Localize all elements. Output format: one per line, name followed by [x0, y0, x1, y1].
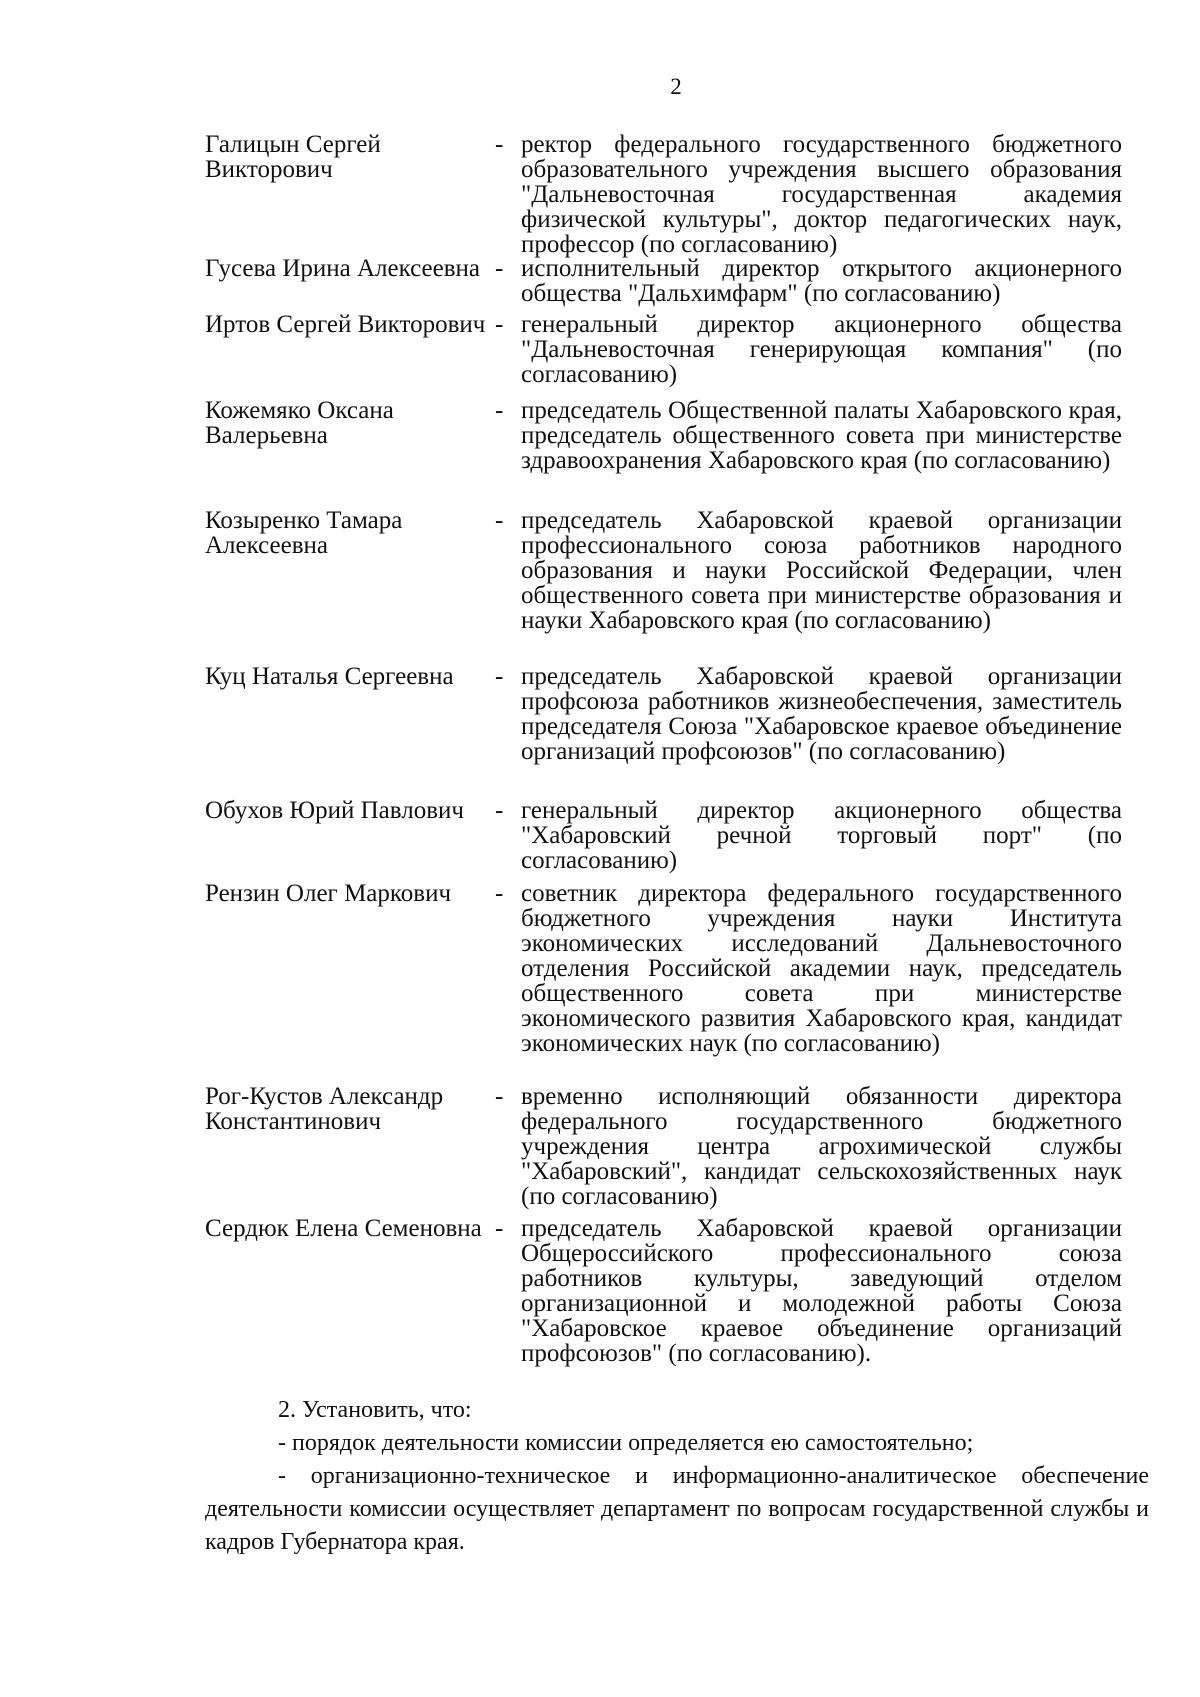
member-position: председатель Общественной палаты Хабаровского края, председатель общественного совета при министерстве здравоохранения Хабаровского края (по согласованию) [521, 397, 1122, 474]
member-position: председатель Хабаровской краевой организации профессионального союза работников народного образования и науки Российской Федерации, член общественного совета при министерстве образования и науки Хабаровского края (по согласованию) [521, 507, 1122, 634]
member-name: Обухов Юрий Павлович [205, 797, 464, 824]
member-name: Кожемяко Оксана Валерьевна [205, 397, 394, 449]
member-dash: - [495, 255, 504, 282]
member-dash: - [495, 663, 504, 690]
member-position: временно исполняющий обязанности директора федерального государственного бюджетного учреждения центра агрохимической службы "Хабаровский", кандидат сельскохозяйственных наук (по согласованию) [521, 1083, 1122, 1210]
member-position: председатель Хабаровской краевой организации профсоюза работников жизнеобеспечения, заместитель председателя Союза "Хабаровское краевое объединение организаций профсоюзов" (по согласованию) [521, 663, 1122, 765]
member-name: Галицын Сергей Викторович [205, 131, 381, 183]
member-dash: - [495, 1083, 504, 1110]
member-position: ректор федерального государственного бюджетного образовательного учреждения высшего образования "Дальневосточная государственная академия физической культуры", доктор педагогических наук, профессор (по согласованию) [521, 131, 1122, 258]
member-entry [205, 798, 1149, 881]
member-dash: - [495, 507, 504, 534]
member-name: Гусева Ирина Алексеевна [205, 255, 480, 282]
member-entry [205, 132, 1149, 256]
member-position: генеральный директор акционерного общества "Дальневосточная генерирующая компания" (по согласованию) [521, 311, 1122, 388]
member-position: советник директора федерального государственного бюджетного учреждения науки Института экономических исследований Дальневосточного отделения Российской академии наук, председатель общественного совета при министерстве экономического развития Хабаровского края, кандидат экономических наук (по согласованию) [521, 880, 1122, 1057]
member-entry [205, 398, 1149, 508]
clause-item: - порядок деятельности комиссии определяется ею самостоятельно; [278, 1430, 974, 1456]
member-name: Рог-Кустов Александр Константинович [205, 1083, 444, 1135]
member-entry [205, 256, 1149, 312]
member-entry [205, 1216, 1149, 1366]
member-entry [205, 881, 1149, 1084]
member-dash: - [495, 131, 504, 158]
clause-heading: 2. Установить, что: [278, 1397, 472, 1423]
member-dash: - [495, 797, 504, 824]
closing-section [205, 1394, 1149, 1559]
member-name: Рензин Олег Маркович [205, 880, 452, 907]
member-dash: - [495, 1215, 504, 1242]
member-position: председатель Хабаровской краевой организации Общероссийского профессионального союза работников культуры, заведующий отделом организационной и молодежной работы Союза "Хабаровское краевое объединение организаций профсоюзов" (по согласованию). [521, 1215, 1122, 1367]
member-name: Куц Наталья Сергеевна [205, 663, 454, 690]
member-position: генеральный директор акционерного общества "Хабаровский речной торговый порт" (по согласованию) [521, 797, 1122, 874]
member-name: Иртов Сергей Викторович [205, 311, 486, 338]
member-dash: - [495, 311, 504, 338]
page-number: 2 [670, 74, 682, 99]
member-entry [205, 1084, 1149, 1216]
member-dash: - [495, 880, 504, 907]
member-dash: - [495, 397, 504, 424]
member-entry [205, 312, 1149, 398]
member-name: Козыренко Тамара Алексеевна [205, 507, 403, 559]
member-name: Сердюк Елена Семеновна [205, 1215, 482, 1242]
member-entry [205, 664, 1149, 798]
member-entry [205, 508, 1149, 664]
member-position: исполнительный директор открытого акционерного общества "Дальхимфарм" (по согласованию) [521, 255, 1122, 307]
commission-members-list [205, 132, 1149, 1366]
clause-item: - организационно-техническое и информационно-аналитическое обеспечение деятельности комиссии осуществляет департамент по вопросам государственной службы и кадров Губернатора края. [205, 1463, 1149, 1555]
